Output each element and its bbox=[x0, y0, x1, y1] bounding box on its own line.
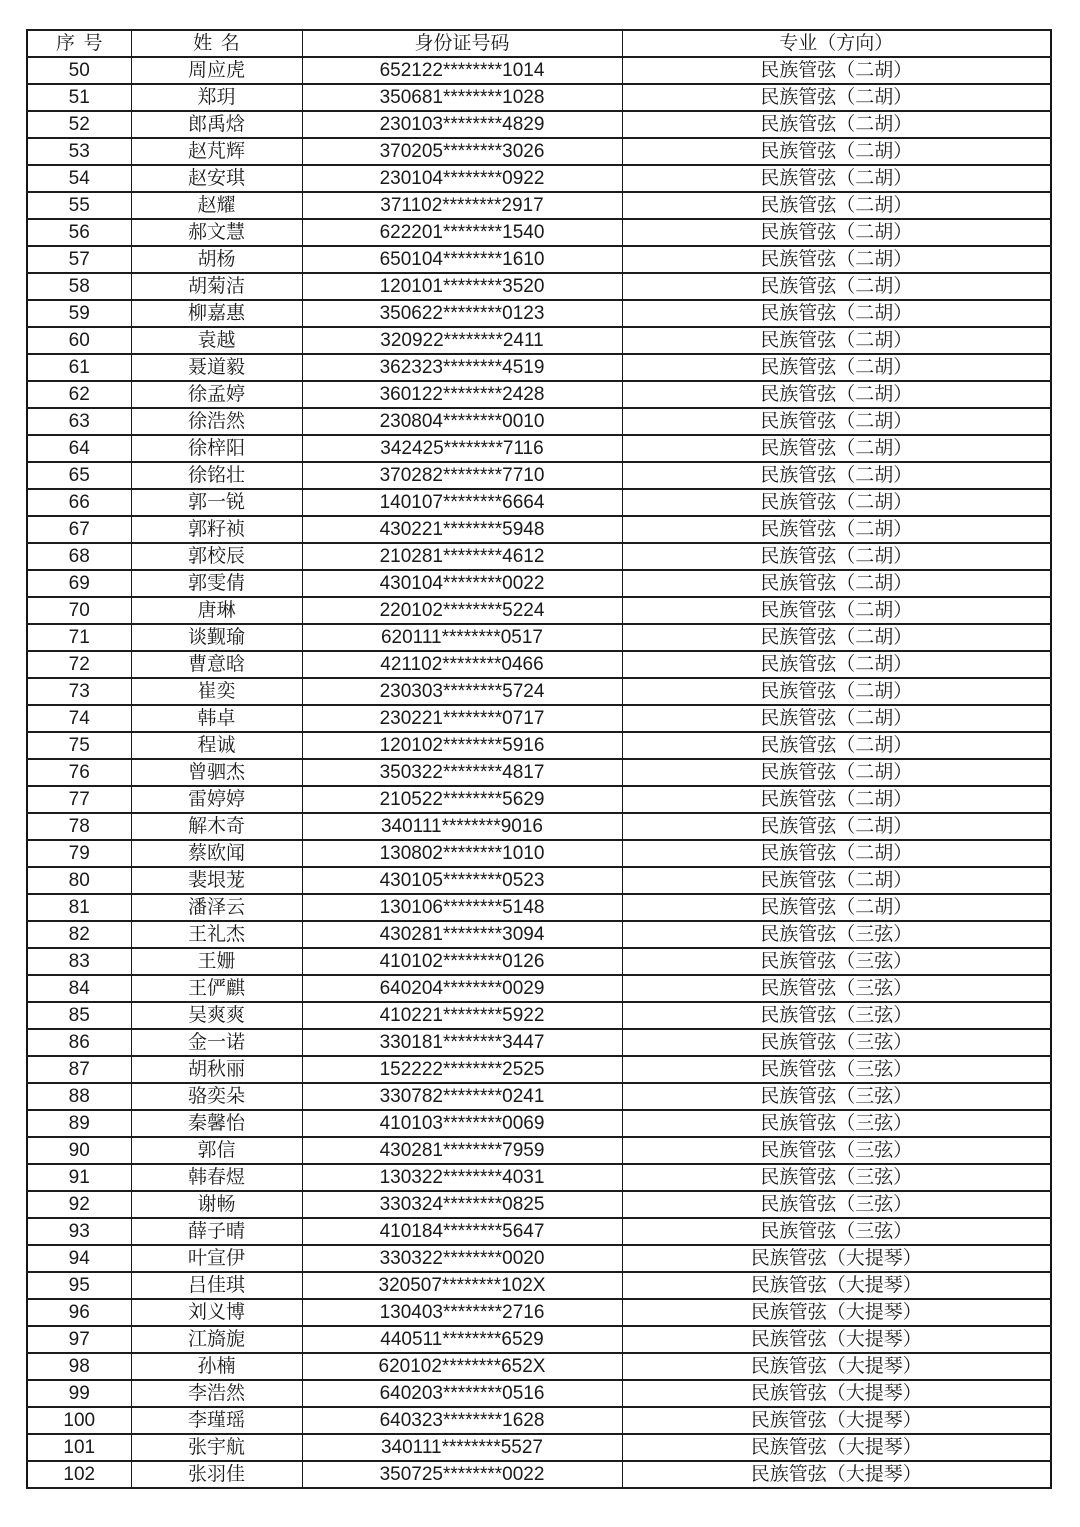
cell-major: 民族管弦（二胡） bbox=[622, 570, 1051, 597]
table-row bbox=[27, 1029, 1051, 1056]
cell-index: 97 bbox=[27, 1326, 131, 1353]
table-row bbox=[27, 192, 1051, 219]
table-row bbox=[27, 786, 1051, 813]
cell-id-number: 120101********3520 bbox=[302, 273, 622, 300]
cell-name: 郑玥 bbox=[131, 84, 302, 111]
cell-major: 民族管弦（二胡） bbox=[622, 786, 1051, 813]
cell-id-number: 230221********0717 bbox=[302, 705, 622, 732]
table-row bbox=[27, 624, 1051, 651]
cell-name: 谈觐瑜 bbox=[131, 624, 302, 651]
cell-id-number: 410184********5647 bbox=[302, 1218, 622, 1245]
cell-id-number: 330324********0825 bbox=[302, 1191, 622, 1218]
cell-index: 92 bbox=[27, 1191, 131, 1218]
table-row bbox=[27, 840, 1051, 867]
cell-id-number: 152222********2525 bbox=[302, 1056, 622, 1083]
cell-index: 99 bbox=[27, 1380, 131, 1407]
cell-index: 60 bbox=[27, 327, 131, 354]
cell-name: 江旖旎 bbox=[131, 1326, 302, 1353]
cell-name: 曹意晗 bbox=[131, 651, 302, 678]
cell-name: 李瑾瑶 bbox=[131, 1407, 302, 1434]
cell-id-number: 342425********7116 bbox=[302, 435, 622, 462]
cell-id-number: 340111********5527 bbox=[302, 1434, 622, 1461]
cell-major: 民族管弦（三弦） bbox=[622, 1056, 1051, 1083]
cell-major: 民族管弦（二胡） bbox=[622, 732, 1051, 759]
cell-name: 秦馨怡 bbox=[131, 1110, 302, 1137]
cell-major: 民族管弦（二胡） bbox=[622, 435, 1051, 462]
table-row bbox=[27, 300, 1051, 327]
table-row bbox=[27, 651, 1051, 678]
cell-major: 民族管弦（大提琴） bbox=[622, 1380, 1051, 1407]
cell-major: 民族管弦（二胡） bbox=[622, 165, 1051, 192]
cell-id-number: 652122********1014 bbox=[302, 57, 622, 84]
cell-name: 薛子晴 bbox=[131, 1218, 302, 1245]
cell-name: 解木奇 bbox=[131, 813, 302, 840]
cell-index: 79 bbox=[27, 840, 131, 867]
table-body bbox=[27, 57, 1051, 1488]
cell-major: 民族管弦（三弦） bbox=[622, 1137, 1051, 1164]
table-row bbox=[27, 867, 1051, 894]
cell-index: 83 bbox=[27, 948, 131, 975]
cell-name: 郭籽祯 bbox=[131, 516, 302, 543]
table-row bbox=[27, 489, 1051, 516]
cell-id-number: 350725********0022 bbox=[302, 1461, 622, 1488]
cell-index: 90 bbox=[27, 1137, 131, 1164]
cell-major: 民族管弦（大提琴） bbox=[622, 1272, 1051, 1299]
cell-major: 民族管弦（二胡） bbox=[622, 543, 1051, 570]
cell-index: 85 bbox=[27, 1002, 131, 1029]
cell-id-number: 130106********5148 bbox=[302, 894, 622, 921]
cell-index: 68 bbox=[27, 543, 131, 570]
cell-name: 韩卓 bbox=[131, 705, 302, 732]
table-row bbox=[27, 678, 1051, 705]
cell-index: 96 bbox=[27, 1299, 131, 1326]
table-row bbox=[27, 705, 1051, 732]
cell-index: 57 bbox=[27, 246, 131, 273]
cell-id-number: 430281********7959 bbox=[302, 1137, 622, 1164]
cell-major: 民族管弦（二胡） bbox=[622, 597, 1051, 624]
cell-id-number: 410103********0069 bbox=[302, 1110, 622, 1137]
cell-name: 张宇航 bbox=[131, 1434, 302, 1461]
table-row bbox=[27, 597, 1051, 624]
column-header-id-number: 身份证号码 bbox=[302, 30, 622, 57]
table-row bbox=[27, 1191, 1051, 1218]
table-row bbox=[27, 246, 1051, 273]
table-row bbox=[27, 516, 1051, 543]
table-row bbox=[27, 57, 1051, 84]
cell-index: 75 bbox=[27, 732, 131, 759]
cell-major: 民族管弦（三弦） bbox=[622, 1029, 1051, 1056]
candidate-roster-table bbox=[26, 29, 1052, 1489]
cell-major: 民族管弦（三弦） bbox=[622, 975, 1051, 1002]
cell-name: 裴垠茏 bbox=[131, 867, 302, 894]
cell-id-number: 330322********0020 bbox=[302, 1245, 622, 1272]
cell-id-number: 320507********102X bbox=[302, 1272, 622, 1299]
cell-name: 王礼杰 bbox=[131, 921, 302, 948]
cell-major: 民族管弦（二胡） bbox=[622, 192, 1051, 219]
cell-index: 70 bbox=[27, 597, 131, 624]
cell-major: 民族管弦（二胡） bbox=[622, 84, 1051, 111]
cell-index: 54 bbox=[27, 165, 131, 192]
cell-id-number: 140107********6664 bbox=[302, 489, 622, 516]
cell-id-number: 421102********0466 bbox=[302, 651, 622, 678]
table-row bbox=[27, 732, 1051, 759]
cell-major: 民族管弦（二胡） bbox=[622, 408, 1051, 435]
cell-index: 98 bbox=[27, 1353, 131, 1380]
table-row bbox=[27, 1299, 1051, 1326]
cell-name: 郭一锐 bbox=[131, 489, 302, 516]
cell-id-number: 362323********4519 bbox=[302, 354, 622, 381]
cell-major: 民族管弦（二胡） bbox=[622, 867, 1051, 894]
table-row bbox=[27, 1110, 1051, 1137]
cell-major: 民族管弦（二胡） bbox=[622, 111, 1051, 138]
cell-index: 94 bbox=[27, 1245, 131, 1272]
table-row bbox=[27, 273, 1051, 300]
cell-id-number: 360122********2428 bbox=[302, 381, 622, 408]
cell-id-number: 330181********3447 bbox=[302, 1029, 622, 1056]
cell-id-number: 620111********0517 bbox=[302, 624, 622, 651]
table-row bbox=[27, 435, 1051, 462]
table-row bbox=[27, 1218, 1051, 1245]
cell-index: 59 bbox=[27, 300, 131, 327]
cell-index: 52 bbox=[27, 111, 131, 138]
cell-major: 民族管弦（二胡） bbox=[622, 489, 1051, 516]
cell-name: 徐孟婷 bbox=[131, 381, 302, 408]
cell-name: 李浩然 bbox=[131, 1380, 302, 1407]
cell-name: 程诚 bbox=[131, 732, 302, 759]
cell-name: 雷婷婷 bbox=[131, 786, 302, 813]
cell-index: 78 bbox=[27, 813, 131, 840]
cell-index: 62 bbox=[27, 381, 131, 408]
cell-name: 王俨麒 bbox=[131, 975, 302, 1002]
table-row bbox=[27, 894, 1051, 921]
cell-major: 民族管弦（二胡） bbox=[622, 462, 1051, 489]
cell-name: 柳嘉惠 bbox=[131, 300, 302, 327]
cell-major: 民族管弦（大提琴） bbox=[622, 1299, 1051, 1326]
cell-major: 民族管弦（二胡） bbox=[622, 840, 1051, 867]
cell-name: 潘泽云 bbox=[131, 894, 302, 921]
cell-id-number: 640203********0516 bbox=[302, 1380, 622, 1407]
table-row bbox=[27, 138, 1051, 165]
cell-index: 87 bbox=[27, 1056, 131, 1083]
cell-name: 叶宣伊 bbox=[131, 1245, 302, 1272]
cell-major: 民族管弦（二胡） bbox=[622, 705, 1051, 732]
cell-id-number: 370282********7710 bbox=[302, 462, 622, 489]
cell-id-number: 340111********9016 bbox=[302, 813, 622, 840]
cell-name: 胡杨 bbox=[131, 246, 302, 273]
cell-name: 胡菊洁 bbox=[131, 273, 302, 300]
cell-name: 郭校辰 bbox=[131, 543, 302, 570]
cell-index: 74 bbox=[27, 705, 131, 732]
cell-major: 民族管弦（二胡） bbox=[622, 813, 1051, 840]
cell-index: 72 bbox=[27, 651, 131, 678]
cell-id-number: 640204********0029 bbox=[302, 975, 622, 1002]
cell-name: 曾驷杰 bbox=[131, 759, 302, 786]
cell-index: 95 bbox=[27, 1272, 131, 1299]
cell-name: 金一诺 bbox=[131, 1029, 302, 1056]
cell-index: 82 bbox=[27, 921, 131, 948]
table-row bbox=[27, 1056, 1051, 1083]
cell-index: 53 bbox=[27, 138, 131, 165]
table-row bbox=[27, 1137, 1051, 1164]
table-row bbox=[27, 219, 1051, 246]
cell-name: 韩春煜 bbox=[131, 1164, 302, 1191]
column-header-index: 序号 bbox=[27, 30, 131, 57]
table-row bbox=[27, 1380, 1051, 1407]
table-row bbox=[27, 1326, 1051, 1353]
table-row bbox=[27, 327, 1051, 354]
header-row bbox=[27, 30, 1051, 57]
cell-major: 民族管弦（三弦） bbox=[622, 921, 1051, 948]
cell-index: 69 bbox=[27, 570, 131, 597]
cell-major: 民族管弦（二胡） bbox=[622, 651, 1051, 678]
table-row bbox=[27, 570, 1051, 597]
cell-index: 61 bbox=[27, 354, 131, 381]
cell-name: 聂道毅 bbox=[131, 354, 302, 381]
cell-name: 赵安琪 bbox=[131, 165, 302, 192]
cell-index: 51 bbox=[27, 84, 131, 111]
cell-name: 刘义博 bbox=[131, 1299, 302, 1326]
cell-major: 民族管弦（二胡） bbox=[622, 354, 1051, 381]
cell-major: 民族管弦（二胡） bbox=[622, 57, 1051, 84]
table-row bbox=[27, 1083, 1051, 1110]
cell-index: 89 bbox=[27, 1110, 131, 1137]
cell-index: 67 bbox=[27, 516, 131, 543]
cell-id-number: 620102********652X bbox=[302, 1353, 622, 1380]
cell-major: 民族管弦（二胡） bbox=[622, 219, 1051, 246]
cell-index: 91 bbox=[27, 1164, 131, 1191]
cell-id-number: 430104********0022 bbox=[302, 570, 622, 597]
column-header-name: 姓名 bbox=[131, 30, 302, 57]
cell-name: 赵耀 bbox=[131, 192, 302, 219]
cell-name: 徐浩然 bbox=[131, 408, 302, 435]
table-row bbox=[27, 1353, 1051, 1380]
cell-name: 郭雯倩 bbox=[131, 570, 302, 597]
table-row bbox=[27, 111, 1051, 138]
cell-name: 蔡欧闻 bbox=[131, 840, 302, 867]
table-row bbox=[27, 1461, 1051, 1488]
cell-name: 吕佳琪 bbox=[131, 1272, 302, 1299]
cell-id-number: 220102********5224 bbox=[302, 597, 622, 624]
cell-major: 民族管弦（三弦） bbox=[622, 1191, 1051, 1218]
table-row bbox=[27, 1407, 1051, 1434]
table-row bbox=[27, 948, 1051, 975]
cell-id-number: 120102********5916 bbox=[302, 732, 622, 759]
cell-index: 102 bbox=[27, 1461, 131, 1488]
cell-id-number: 650104********1610 bbox=[302, 246, 622, 273]
cell-id-number: 230804********0010 bbox=[302, 408, 622, 435]
cell-id-number: 410102********0126 bbox=[302, 948, 622, 975]
cell-major: 民族管弦（二胡） bbox=[622, 138, 1051, 165]
table-row bbox=[27, 1164, 1051, 1191]
cell-major: 民族管弦（二胡） bbox=[622, 273, 1051, 300]
cell-id-number: 130403********2716 bbox=[302, 1299, 622, 1326]
table-row bbox=[27, 1272, 1051, 1299]
cell-major: 民族管弦（大提琴） bbox=[622, 1461, 1051, 1488]
cell-index: 101 bbox=[27, 1434, 131, 1461]
cell-index: 71 bbox=[27, 624, 131, 651]
cell-major: 民族管弦（二胡） bbox=[622, 624, 1051, 651]
table-row bbox=[27, 1245, 1051, 1272]
cell-index: 66 bbox=[27, 489, 131, 516]
cell-index: 50 bbox=[27, 57, 131, 84]
cell-major: 民族管弦（三弦） bbox=[622, 1110, 1051, 1137]
table-row bbox=[27, 84, 1051, 111]
cell-index: 58 bbox=[27, 273, 131, 300]
cell-id-number: 640323********1628 bbox=[302, 1407, 622, 1434]
cell-major: 民族管弦（三弦） bbox=[622, 1218, 1051, 1245]
cell-name: 吴爽爽 bbox=[131, 1002, 302, 1029]
cell-id-number: 210281********4612 bbox=[302, 543, 622, 570]
cell-name: 周应虎 bbox=[131, 57, 302, 84]
cell-name: 郭信 bbox=[131, 1137, 302, 1164]
cell-index: 86 bbox=[27, 1029, 131, 1056]
table-row bbox=[27, 354, 1051, 381]
cell-major: 民族管弦（二胡） bbox=[622, 327, 1051, 354]
cell-index: 93 bbox=[27, 1218, 131, 1245]
cell-major: 民族管弦（二胡） bbox=[622, 300, 1051, 327]
cell-major: 民族管弦（二胡） bbox=[622, 246, 1051, 273]
cell-index: 77 bbox=[27, 786, 131, 813]
cell-major: 民族管弦（大提琴） bbox=[622, 1434, 1051, 1461]
column-header-major: 专业（方向） bbox=[622, 30, 1051, 57]
cell-name: 徐梓阳 bbox=[131, 435, 302, 462]
cell-major: 民族管弦（三弦） bbox=[622, 1002, 1051, 1029]
table-row bbox=[27, 408, 1051, 435]
cell-id-number: 350322********4817 bbox=[302, 759, 622, 786]
cell-id-number: 350622********0123 bbox=[302, 300, 622, 327]
cell-index: 56 bbox=[27, 219, 131, 246]
cell-name: 胡秋丽 bbox=[131, 1056, 302, 1083]
cell-id-number: 350681********1028 bbox=[302, 84, 622, 111]
cell-id-number: 230103********4829 bbox=[302, 111, 622, 138]
cell-index: 84 bbox=[27, 975, 131, 1002]
cell-id-number: 410221********5922 bbox=[302, 1002, 622, 1029]
cell-major: 民族管弦（大提琴） bbox=[622, 1245, 1051, 1272]
cell-name: 孙楠 bbox=[131, 1353, 302, 1380]
cell-id-number: 210522********5629 bbox=[302, 786, 622, 813]
cell-index: 65 bbox=[27, 462, 131, 489]
cell-id-number: 320922********2411 bbox=[302, 327, 622, 354]
cell-id-number: 130802********1010 bbox=[302, 840, 622, 867]
cell-id-number: 230303********5724 bbox=[302, 678, 622, 705]
table-row bbox=[27, 165, 1051, 192]
cell-name: 唐琳 bbox=[131, 597, 302, 624]
table-row bbox=[27, 543, 1051, 570]
cell-index: 64 bbox=[27, 435, 131, 462]
cell-major: 民族管弦（二胡） bbox=[622, 381, 1051, 408]
cell-id-number: 430281********3094 bbox=[302, 921, 622, 948]
cell-major: 民族管弦（二胡） bbox=[622, 516, 1051, 543]
cell-id-number: 130322********4031 bbox=[302, 1164, 622, 1191]
cell-id-number: 622201********1540 bbox=[302, 219, 622, 246]
cell-id-number: 440511********6529 bbox=[302, 1326, 622, 1353]
cell-index: 100 bbox=[27, 1407, 131, 1434]
cell-index: 73 bbox=[27, 678, 131, 705]
table-row bbox=[27, 1434, 1051, 1461]
table-row bbox=[27, 462, 1051, 489]
cell-name: 徐铭壮 bbox=[131, 462, 302, 489]
cell-major: 民族管弦（二胡） bbox=[622, 894, 1051, 921]
cell-name: 郝文慧 bbox=[131, 219, 302, 246]
cell-major: 民族管弦（大提琴） bbox=[622, 1407, 1051, 1434]
cell-index: 88 bbox=[27, 1083, 131, 1110]
cell-name: 王姗 bbox=[131, 948, 302, 975]
table-row bbox=[27, 1002, 1051, 1029]
cell-major: 民族管弦（三弦） bbox=[622, 1164, 1051, 1191]
cell-major: 民族管弦（三弦） bbox=[622, 948, 1051, 975]
cell-index: 76 bbox=[27, 759, 131, 786]
cell-index: 63 bbox=[27, 408, 131, 435]
cell-index: 55 bbox=[27, 192, 131, 219]
cell-name: 袁越 bbox=[131, 327, 302, 354]
cell-major: 民族管弦（大提琴） bbox=[622, 1353, 1051, 1380]
cell-index: 81 bbox=[27, 894, 131, 921]
cell-id-number: 330782********0241 bbox=[302, 1083, 622, 1110]
cell-major: 民族管弦（大提琴） bbox=[622, 1326, 1051, 1353]
cell-index: 80 bbox=[27, 867, 131, 894]
cell-name: 张羽佳 bbox=[131, 1461, 302, 1488]
cell-id-number: 430105********0523 bbox=[302, 867, 622, 894]
cell-name: 郎禹焓 bbox=[131, 111, 302, 138]
table-row bbox=[27, 813, 1051, 840]
cell-name: 骆奕朵 bbox=[131, 1083, 302, 1110]
table-row bbox=[27, 759, 1051, 786]
cell-major: 民族管弦（三弦） bbox=[622, 1083, 1051, 1110]
cell-id-number: 370205********3026 bbox=[302, 138, 622, 165]
table-row bbox=[27, 921, 1051, 948]
cell-id-number: 371102********2917 bbox=[302, 192, 622, 219]
cell-name: 谢畅 bbox=[131, 1191, 302, 1218]
table-row bbox=[27, 975, 1051, 1002]
cell-name: 赵芃辉 bbox=[131, 138, 302, 165]
cell-name: 崔奕 bbox=[131, 678, 302, 705]
cell-id-number: 230104********0922 bbox=[302, 165, 622, 192]
cell-id-number: 430221********5948 bbox=[302, 516, 622, 543]
table-row bbox=[27, 381, 1051, 408]
cell-major: 民族管弦（二胡） bbox=[622, 678, 1051, 705]
cell-major: 民族管弦（二胡） bbox=[622, 759, 1051, 786]
